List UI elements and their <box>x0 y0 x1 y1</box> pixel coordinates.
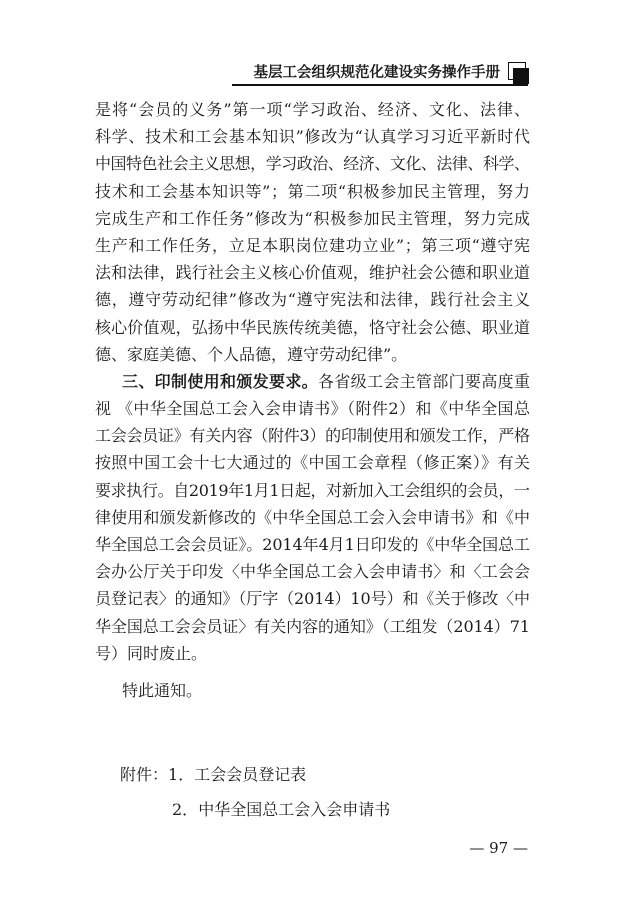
body-line: 按照中国工会十七大通过的《中国工会章程（修正案）》有关 <box>95 453 531 473</box>
body-line: 科学、技术和工会基本知识”修改为“认真学习习近平新时代 <box>95 127 531 147</box>
body-line: 华全国总工会会员证》。2014年4月1日印发的《中华全国总工 <box>95 535 530 554</box>
body-line: 要求执行。自2019年1月1日起，对新加入工会组织的会员，一 <box>95 480 530 500</box>
attachment-item-2 <box>172 800 390 820</box>
body-line: 号）同时废止。 <box>95 643 208 663</box>
header-mark-fill <box>513 68 529 84</box>
attachment-item-1 <box>120 765 306 785</box>
attachment-title: 工会会员登记表 <box>194 765 307 784</box>
running-header-title: 基层工会组织规范化建设实务操作手册 <box>253 65 500 81</box>
body-line: 会办公厅关于印发〈中华全国总工会入会申请书〉和〈工会会 <box>95 562 531 582</box>
body-line: 德，遵守劳动纪律”修改为“遵守宪法和法律，践行社会主义 <box>95 290 531 310</box>
body-line: 核心价值观，弘扬中华民族传统美德，恪守社会公德、职业道 <box>95 317 531 337</box>
body-text <box>95 96 530 704</box>
page-number: — 97 — <box>469 839 528 857</box>
attachment-number: 2． <box>172 800 199 819</box>
section-heading-line <box>122 368 530 395</box>
section-heading: 三、印制使用和颁发要求。 <box>122 371 318 391</box>
body-line: 生产和工作任务，立足本职岗位建功立业”；第三项“遵守宪 <box>95 235 531 255</box>
attachment-number: 1． <box>168 765 195 784</box>
body-line: 法和法律，践行社会主义核心价值观，维护社会公德和职业道 <box>95 263 531 283</box>
body-line: 律使用和颁发新修改的《中华全国总工会入会申请书》和《中 <box>95 507 531 527</box>
body-line: 员登记表〉的通知》（厅字（2014）10号）和《关于修改〈中 <box>95 589 530 609</box>
attachment-title: 中华全国总工会入会申请书 <box>198 800 391 819</box>
body-line: 是将“会员的义务”第一项“学习政治、经济、文化、法律、 <box>95 100 532 119</box>
attachments-label: 附件： <box>120 765 169 784</box>
body-line: 德、家庭美德、个人品德，遵守劳动纪律”。 <box>95 344 408 364</box>
closing-line: 特此通知。 <box>122 680 203 700</box>
header-square-mark <box>508 62 529 84</box>
body-line: 工会会员证》有关内容（附件3）的印制使用和颁发工作，严格 <box>95 426 530 446</box>
body-line: 华全国总工会会员证〉有关内容的通知》（工组发（2014）71 <box>95 616 530 636</box>
body-line: 完成生产和工作任务”修改为“积极参加民主管理，努力完成 <box>95 208 531 228</box>
body-line: 技术和工会基本知识等”；第二项“积极参加民主管理，努力 <box>95 181 531 201</box>
section-heading-rest: 各省级工会主管部门要高度重 <box>318 371 531 391</box>
header-rule <box>232 84 528 86</box>
body-line: 中国特色社会主义思想，学习政治、经济、文化、法律、科学、 <box>95 154 530 174</box>
body-line: 视 《中华全国总工会入会申请书》（附件2）和《中华全国总 <box>95 399 531 419</box>
